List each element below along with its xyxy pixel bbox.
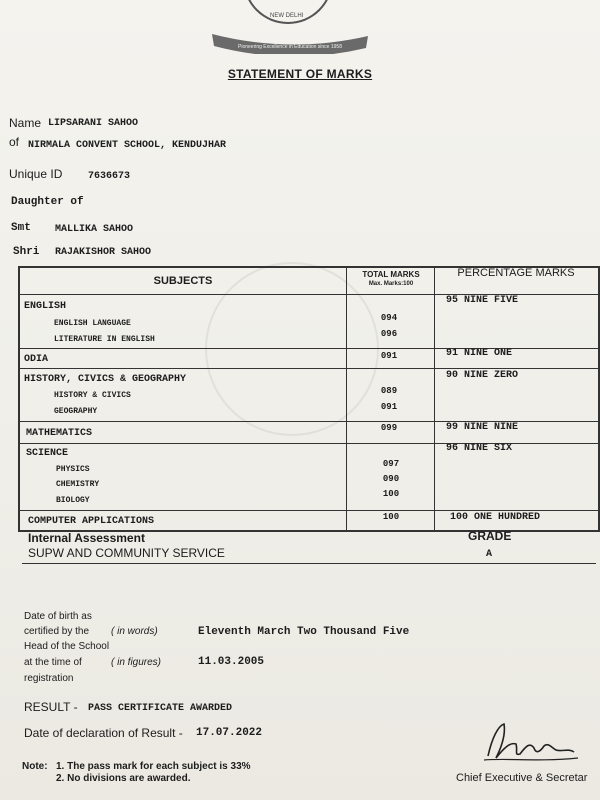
daughter-label: Daughter of [11, 196, 84, 208]
sub-biology: BIOLOGY [56, 496, 90, 505]
seal-text: NEW DELHI [270, 13, 304, 19]
mark-biology: 100 [382, 489, 400, 499]
internal-assessment-label: Internal Assessment [28, 531, 145, 545]
declaration-date: 17.07.2022 [196, 727, 263, 739]
supw-label: SUPW AND COMMUNITY SERVICE [28, 546, 225, 560]
sub-physics: PHYSICS [56, 465, 90, 474]
subject-mathematics: MATHEMATICS [26, 428, 93, 439]
mark-history-civics: 089 [380, 386, 398, 396]
school-name: NIRMALA CONVENT SCHOOL, KENDUJHAR [28, 140, 227, 151]
signatory-title: Chief Executive & Secretar [456, 772, 588, 784]
subject-computer: COMPUTER APPLICATIONS [28, 516, 155, 527]
council-seal [243, 0, 333, 24]
pct-computer: 100 ONE HUNDRED [450, 512, 541, 523]
note-2: 2. No divisions are awarded. [56, 773, 191, 784]
subject-odia: ODIA [24, 354, 49, 365]
mark-literature: 096 [380, 329, 398, 339]
mother-label: Smt [11, 222, 31, 234]
father-name: RAJAKISHOR SAHOO [55, 247, 152, 258]
dob-words-label: ( in words) [111, 626, 158, 637]
dob-line5: registration [24, 673, 74, 684]
pct-mathematics: 99 NINE NINE [446, 422, 519, 433]
mother-name: MALLIKA SAHOO [55, 224, 134, 235]
declaration-label: Date of declaration of Result - [24, 726, 183, 740]
signature-image [478, 718, 588, 768]
note-1: 1. The pass mark for each subject is 33% [56, 761, 251, 772]
dob-line4: at the time of [24, 657, 82, 668]
dob-line1: Date of birth as [24, 611, 92, 622]
supw-grade: A [486, 549, 493, 560]
pct-science: 96 NINE SIX [446, 443, 513, 454]
col-percentage: PERCENTAGE MARKS [457, 267, 575, 279]
mark-odia: 091 [380, 351, 398, 361]
dob-line3: Head of the School [24, 641, 110, 652]
result-label: RESULT - [24, 700, 78, 714]
sub-history-civics: HISTORY & CIVICS [54, 391, 131, 400]
assessment-divider [22, 563, 596, 564]
page-title: STATEMENT OF MARKS [227, 67, 373, 81]
mark-physics: 097 [382, 459, 400, 469]
uid-label: Unique ID [9, 167, 63, 181]
mark-computer: 100 [382, 512, 400, 522]
mark-geography: 091 [380, 402, 398, 412]
subject-hcg: HISTORY, CIVICS & GEOGRAPHY [24, 374, 187, 385]
sub-literature: LITERATURE IN ENGLISH [54, 335, 155, 344]
grade-label: GRADE [468, 529, 512, 543]
col-subjects: SUBJECTS [153, 275, 213, 287]
pct-english: 95 NINE FIVE [446, 295, 519, 306]
unique-id: 7636673 [88, 171, 131, 182]
ribbon-text: Pioneering Excellence in Education since 1958 [238, 44, 342, 50]
mark-mathematics: 099 [380, 423, 398, 433]
father-label: Shri [13, 246, 40, 258]
result-value: PASS CERTIFICATE AWARDED [88, 703, 233, 714]
subject-science: SCIENCE [26, 448, 69, 459]
dob-figures-label: ( in figures) [111, 657, 162, 668]
mark-english-language: 094 [380, 313, 398, 323]
dob-figures: 11.03.2005 [198, 656, 265, 668]
subject-english: ENGLISH [24, 301, 67, 312]
col-total: TOTAL MARKS [362, 270, 420, 279]
ribbon-banner [210, 28, 370, 54]
pct-odia: 91 NINE ONE [446, 348, 513, 359]
dob-line2: certified by the [24, 626, 90, 637]
note-label: Note: [22, 761, 48, 772]
of-label: of [9, 135, 20, 149]
sub-english-language: ENGLISH LANGUAGE [54, 319, 131, 328]
sub-geography: GEOGRAPHY [54, 407, 98, 416]
sub-chemistry: CHEMISTRY [56, 480, 100, 489]
dob-words: Eleventh March Two Thousand Five [198, 626, 410, 638]
marks-table [18, 266, 600, 532]
mark-chemistry: 090 [382, 474, 400, 484]
name-label: Name [9, 116, 42, 130]
student-name: LIPSARANI SAHOO [48, 118, 139, 129]
pct-hcg: 90 NINE ZERO [446, 370, 519, 381]
col-total-sub: Max. Marks:100 [368, 281, 414, 287]
